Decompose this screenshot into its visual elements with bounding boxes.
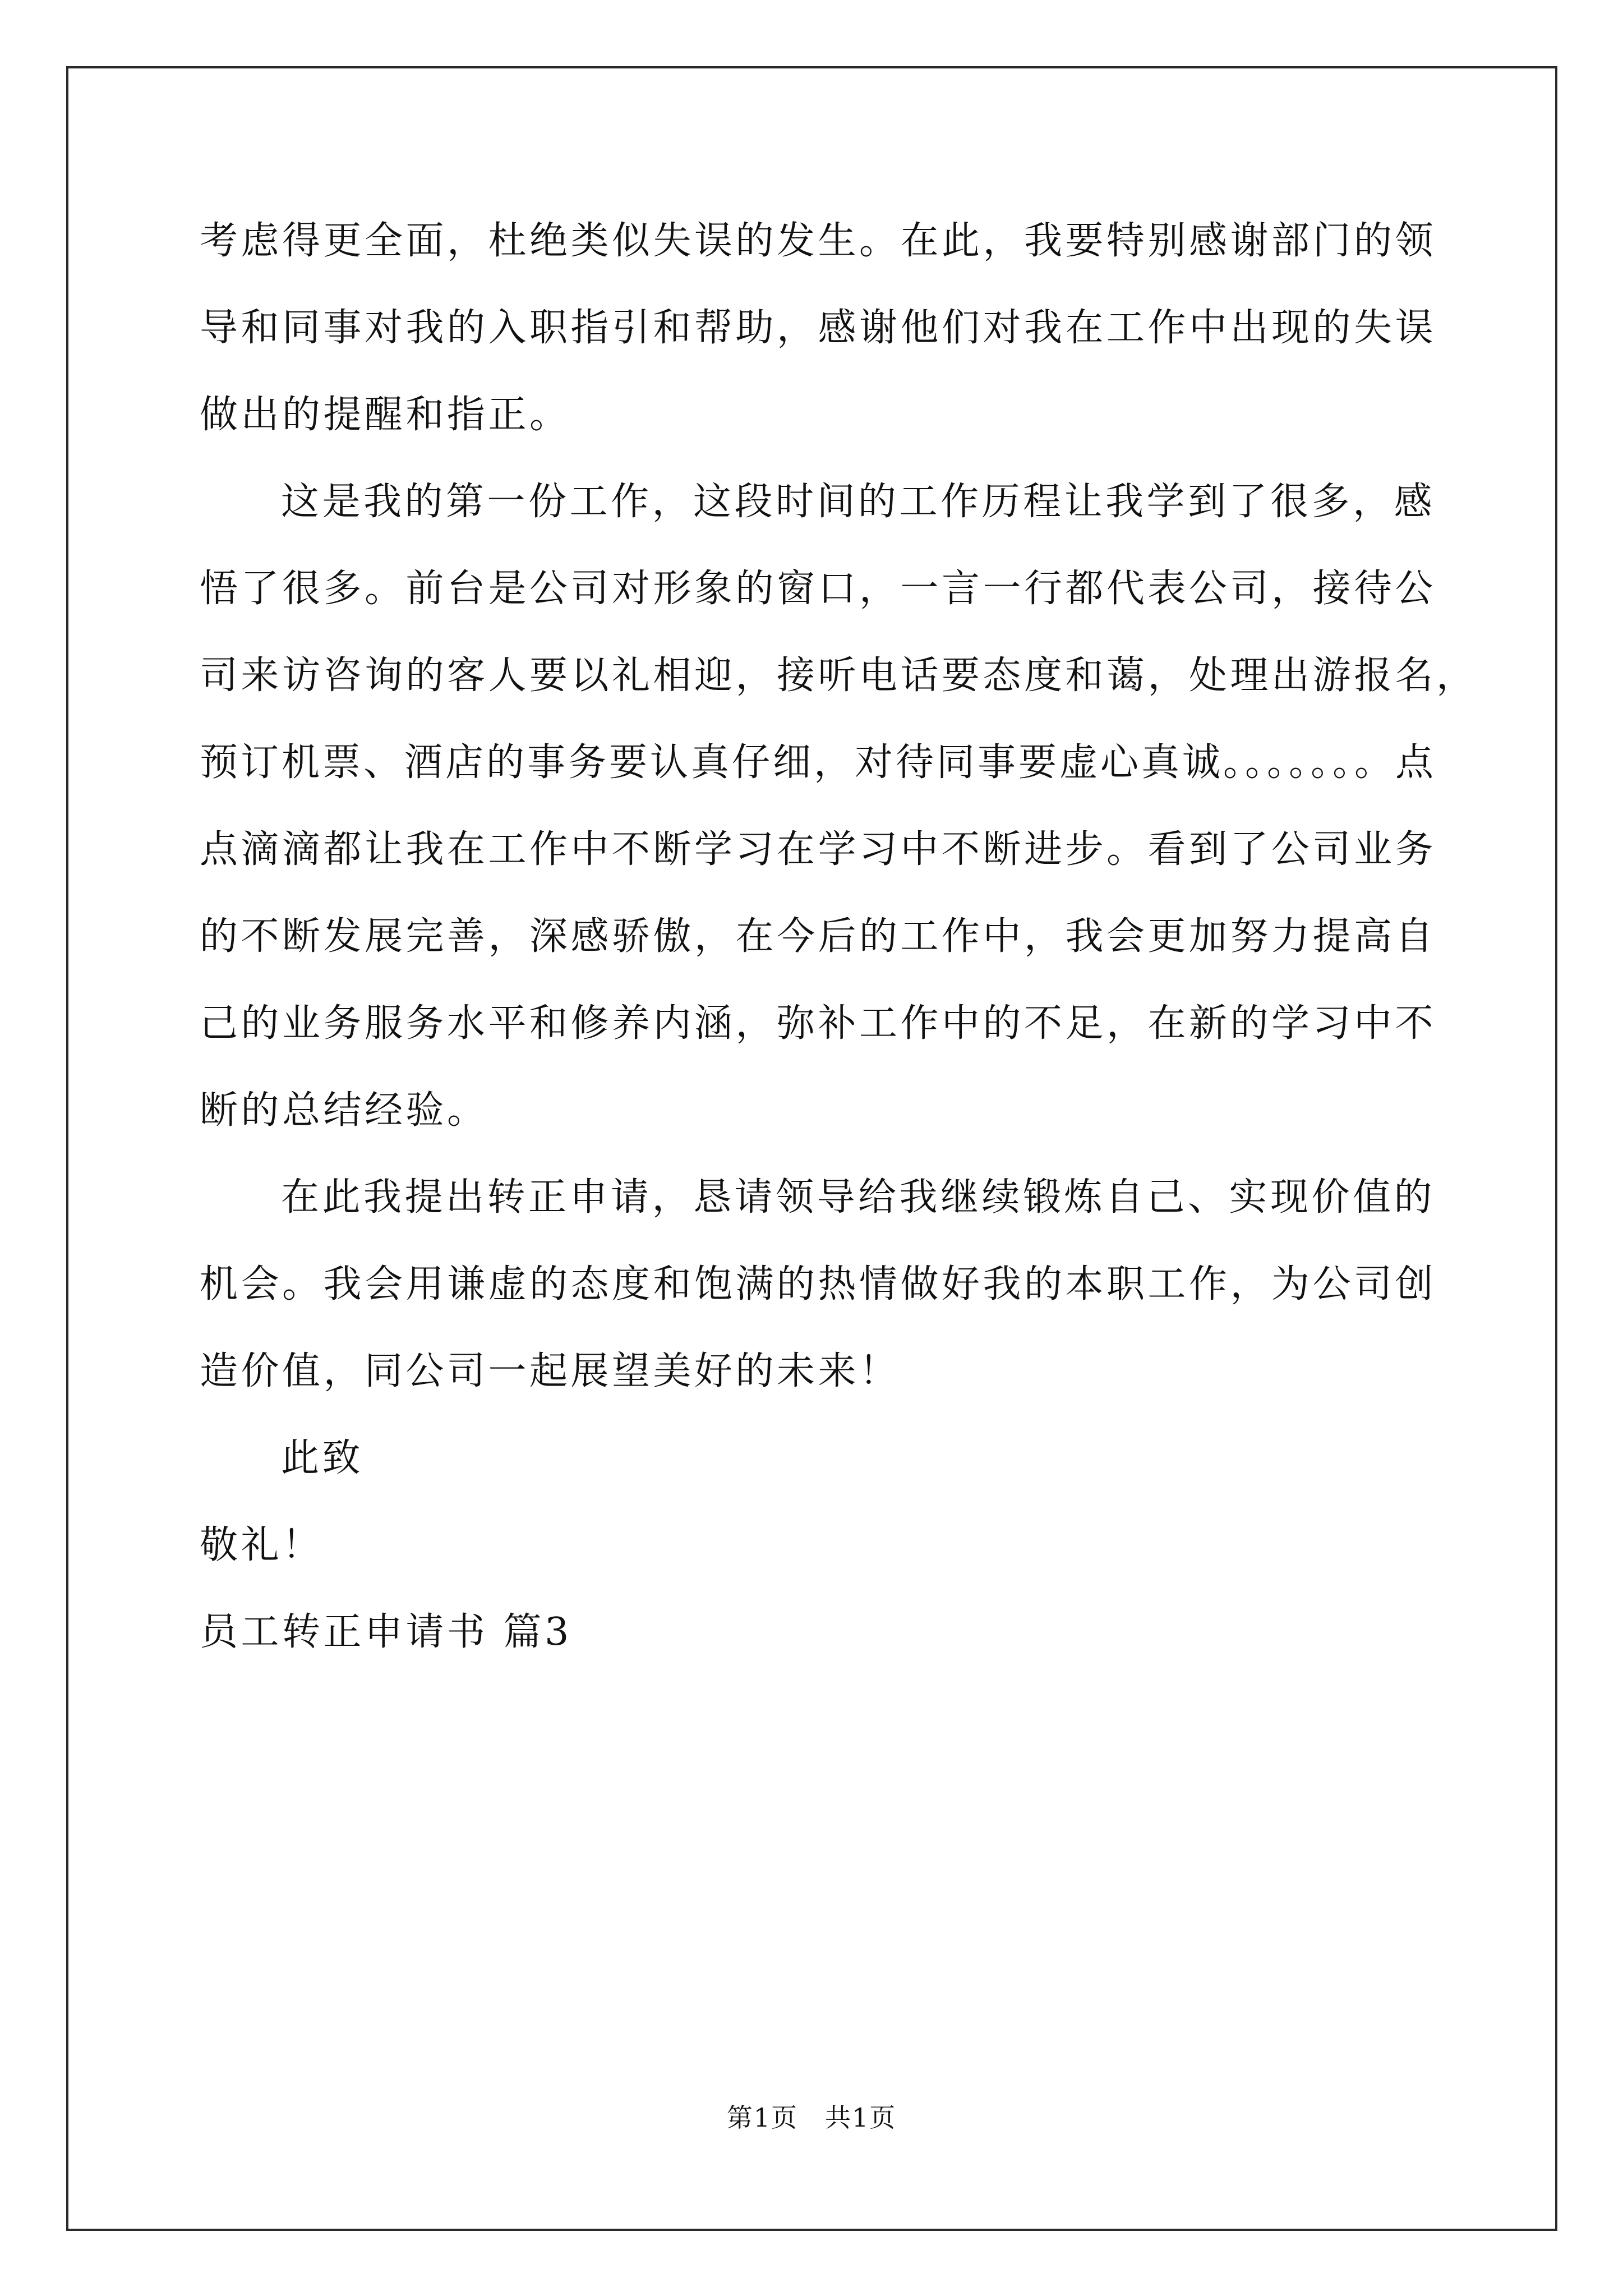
salutation-text: 敬礼！ [200,1523,324,1567]
section-heading: 员工转正申请书 篇3 [200,1610,572,1654]
paragraph-line: 悟了很多。前台是公司对形象的窗口，一言一行都代表公司，接待公 [200,567,1437,611]
paragraph-line: 在此我提出转正申请，恳请领导给我继续锻炼自己、实现价值的 [281,1175,1436,1220]
paragraph-line: 的不断发展完善，深感骄傲，在今后的工作中，我会更加努力提高自 [200,914,1437,959]
paragraph-line: 这是我的第一份工作，这段时间的工作历程让我学到了很多，感 [281,480,1436,524]
paragraph-line: 考虑得更全面，杜绝类似失误的发生。在此，我要特别感谢部门的领 [200,219,1437,263]
paragraph-line: 司来访咨询的客人要以礼相迎，接听电话要态度和蔼，处理出游报名， [200,654,1478,698]
page-footer: 第1页 共1页 [726,2102,897,2133]
paragraph-line: 断的总结经验。 [200,1088,488,1133]
paragraph-line: 导和同事对我的入职指引和帮助，感谢他们对我在工作中出现的失误 [200,306,1437,350]
closing-text: 此致 [281,1436,364,1480]
paragraph-line: 机会。我会用谦虚的态度和饱满的热情做好我的本职工作，为公司创 [200,1262,1437,1306]
paragraph-line: 预订机票、酒店的事务要认真仔细，对待同事要虚心真诚。。。。。。。点 [200,740,1433,785]
paragraph-line: 做出的提醒和指正。 [200,393,571,437]
paragraph-line: 造价值，同公司一起展望美好的未来！ [200,1349,901,1393]
paragraph-line: 点滴滴都让我在工作中不断学习在学习中不断进步。看到了公司业务 [200,827,1437,872]
paragraph-line: 己的业务服务水平和修养内涵，弥补工作中的不足，在新的学习中不 [200,1001,1437,1046]
